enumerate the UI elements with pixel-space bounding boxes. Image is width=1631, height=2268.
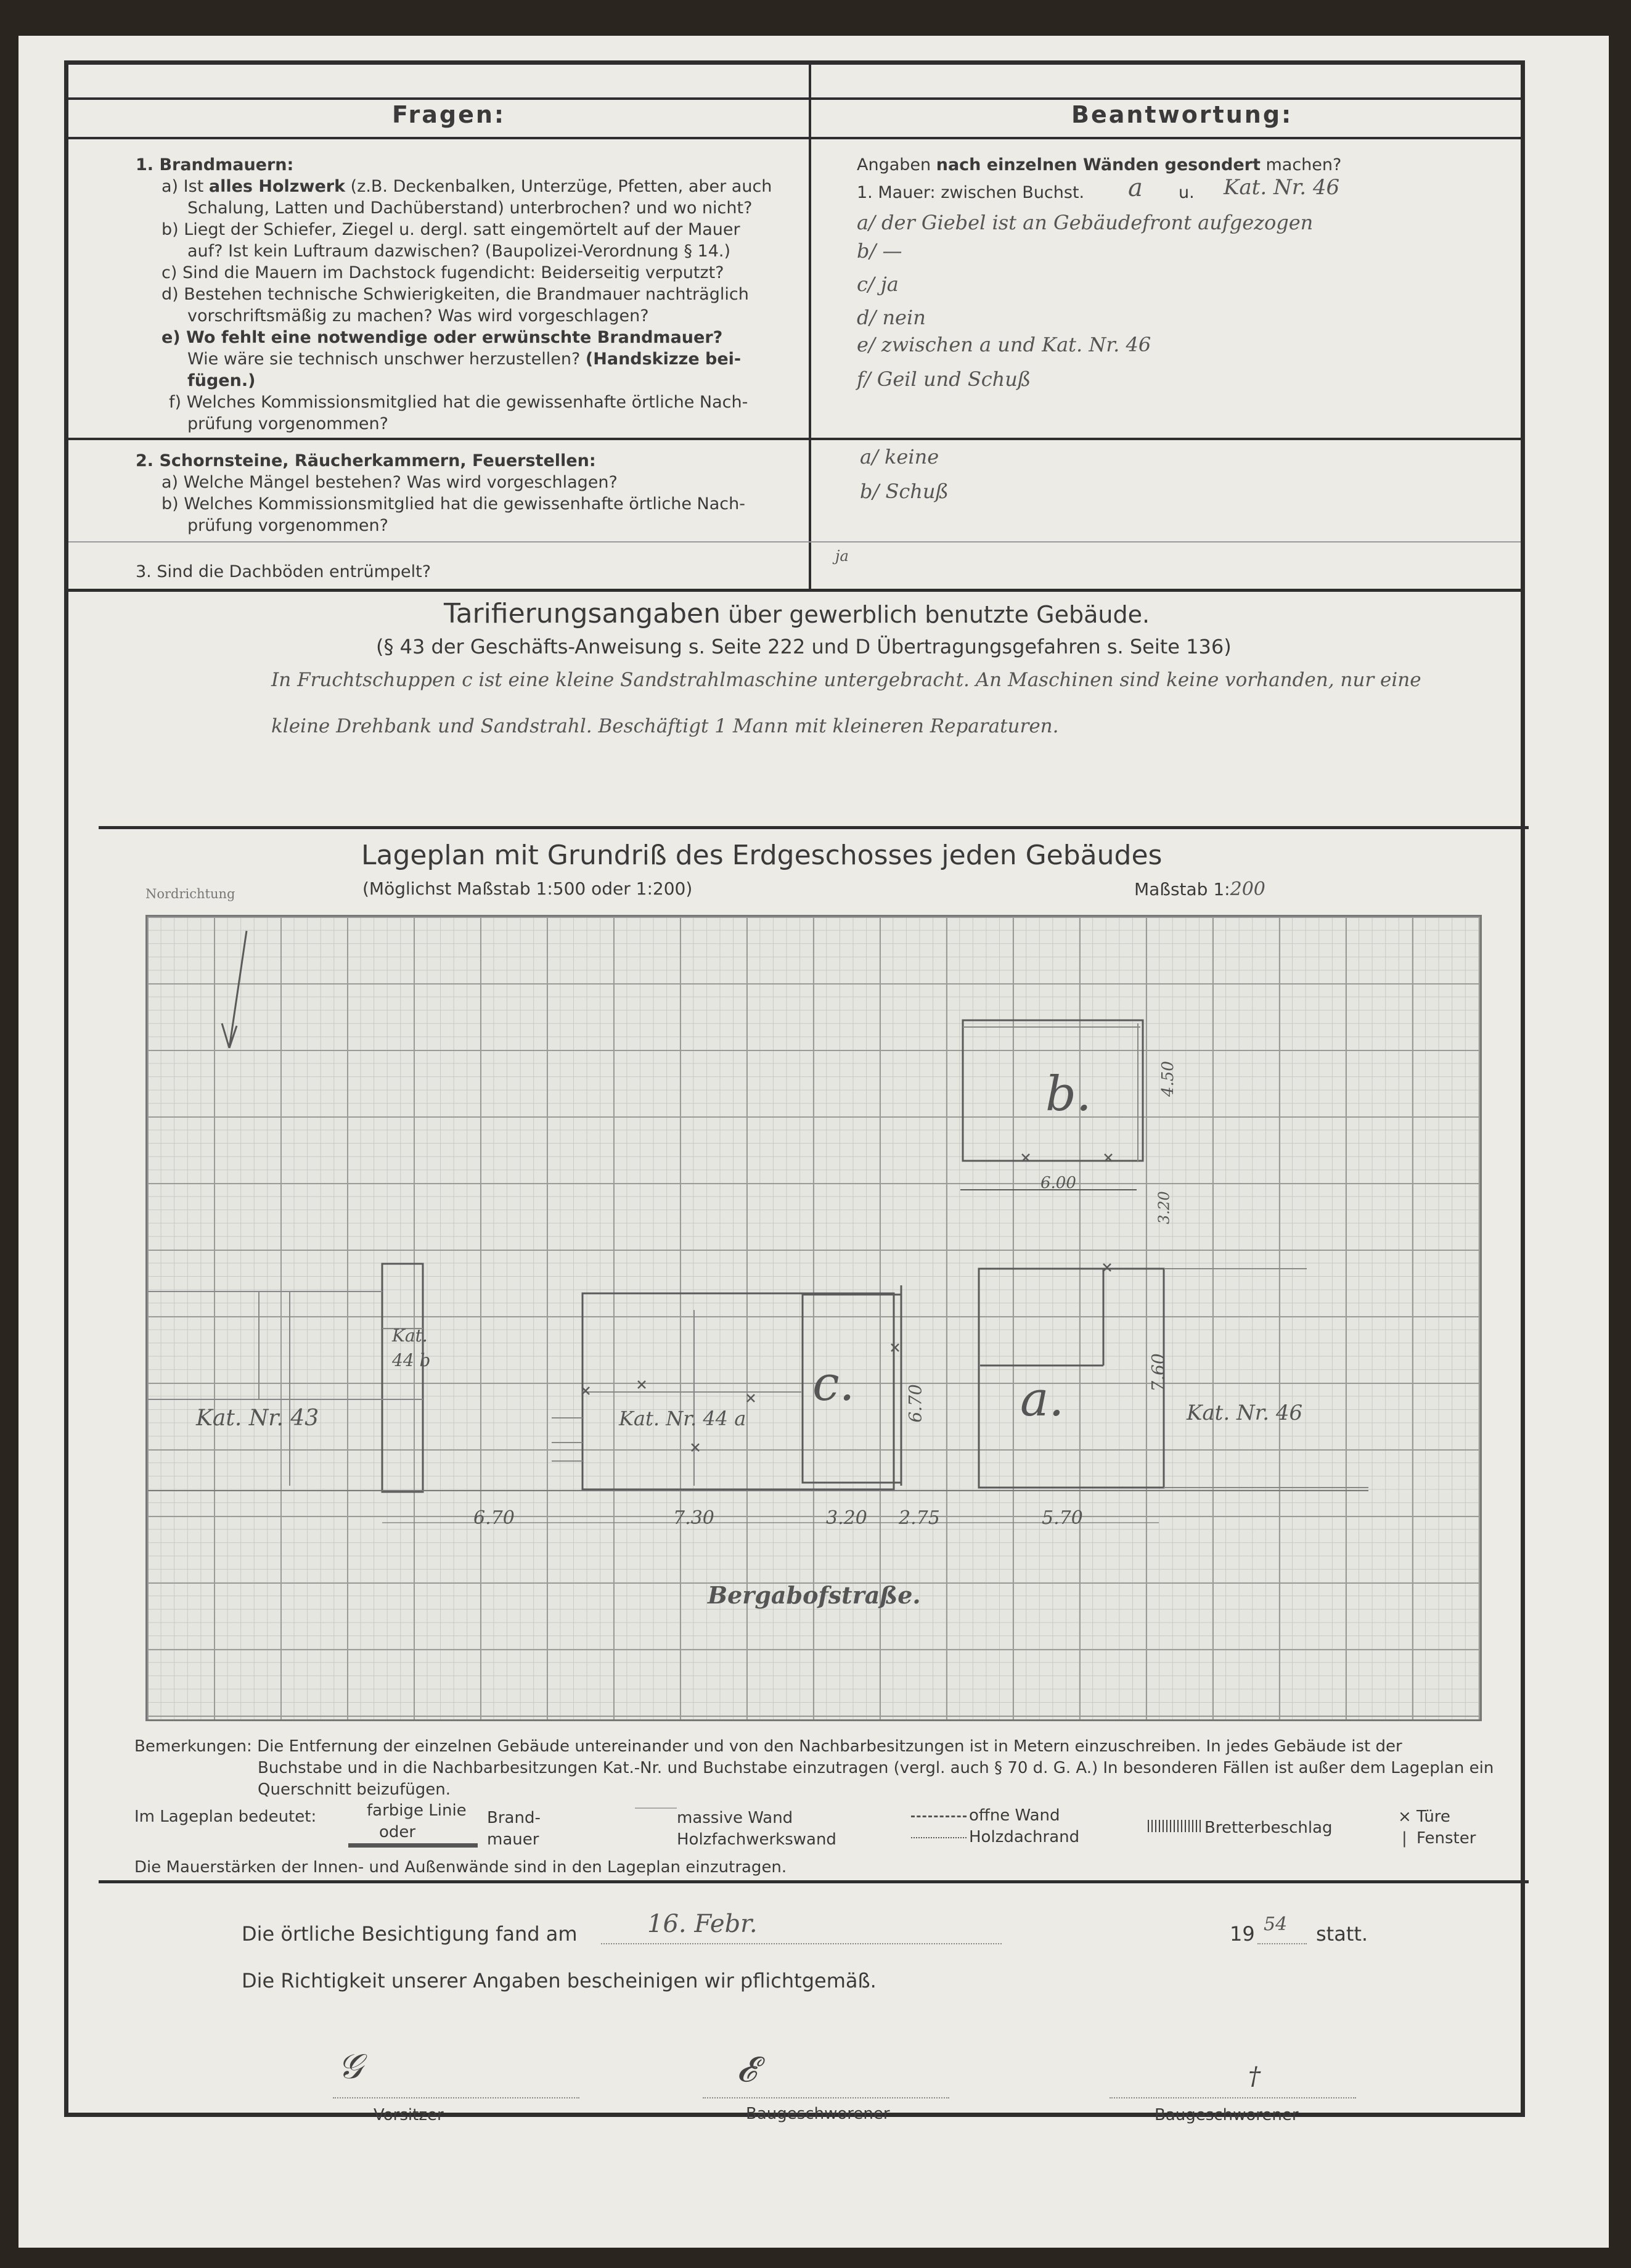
tarif-subtitle: (§ 43 der Geschäfts-Anweisung s. Seite 222 und D Übertragungsgefahren s. Seite 136): [376, 635, 1232, 658]
building-a-outline: [979, 1269, 1164, 1488]
signature-line-3: [1110, 2096, 1356, 2098]
plan-dim-320: 3.20: [826, 1507, 867, 1529]
tarif-title: Tarifierungsangaben über gewerblich benutzte Gebäude.: [444, 598, 1150, 629]
besichtigung-year-line: [1257, 1942, 1307, 1944]
besichtigung-label: Die örtliche Besichtigung fand am: [242, 1922, 578, 1946]
q3-title: 3. Sind die Dachböden entrümpelt?: [136, 562, 431, 581]
plan-label-b: b.: [1045, 1066, 1092, 1122]
a1-answer-a: a/ der Giebel ist an Gebäudefront aufgezogen: [857, 211, 1314, 234]
q1-b-line1: b) Liegt der Schiefer, Ziegel u. dergl. satt eingemörtelt auf der Mauer: [161, 220, 740, 239]
legend-tuere-icon: ×: [1398, 1807, 1412, 1826]
signature-baugeschworener-1: 𝓔: [737, 2050, 757, 2090]
signature-vorsitzer: 𝒢: [338, 2047, 362, 2087]
legend-tuere: Türe: [1416, 1807, 1450, 1826]
legend-mauer: mauer: [487, 1830, 539, 1849]
q1-title: 1. Brandmauern:: [136, 155, 294, 174]
plan-dim-320-vertical: 3.20: [1155, 1191, 1173, 1224]
legend-massive: massive Wand: [677, 1809, 793, 1827]
a1-intro: Angaben nach einzelnen Wänden gesondert machen?: [857, 155, 1342, 174]
q1-b-line2: auf? Ist kein Luftraum dazwischen? (Baupolizei-Verordnung § 14.): [187, 242, 731, 261]
q1-e-line2: Wie wäre sie technisch unschwer herzustellen? (Handskizze bei-: [187, 350, 742, 369]
a1-answer-f: f/ Geil und Schuß: [857, 367, 1031, 391]
legend-holzdach: Holzdachrand: [969, 1828, 1080, 1846]
plan-dim-670: 6.70: [473, 1507, 515, 1529]
a1-mauer-u: u.: [1179, 183, 1195, 202]
legend-bretter-hatch: [1148, 1820, 1202, 1832]
q2-answer-a: a/ keine: [860, 445, 939, 469]
q1-c-line1: c) Sind die Mauern im Dachstock fugendicht: Beiderseitig verputzt?: [161, 263, 724, 282]
legend-bretter: Bretterbeschlag: [1204, 1819, 1333, 1837]
legend-fenster-icon: |: [1402, 1829, 1407, 1848]
legend-oder: oder: [379, 1823, 416, 1841]
q1-f-line2: prüfung vorgenommen?: [187, 414, 388, 433]
legend-intro: Im Lageplan bedeutet:: [134, 1807, 317, 1826]
q1-a-line2: Schalung, Latten und Dachüberstand) unterbrochen? und wo nicht?: [187, 199, 753, 218]
plan-kat-44a: Kat. Nr. 44 a: [619, 1407, 746, 1430]
plan-kat-44b-2: 44 b: [392, 1350, 431, 1370]
legend-massive-line: [635, 1807, 677, 1809]
north-arrow-icon: [222, 931, 247, 1048]
plan-kat-44b-1: Kat.: [392, 1325, 428, 1346]
lageplan-title: Lageplan mit Grundriß des Erdgeschosses jeden Gebäudes: [361, 840, 1163, 871]
legend-holzfach: Holzfachwerkswand: [677, 1830, 836, 1849]
besichtigung-date: 16. Febr.: [647, 1910, 758, 1938]
legend-brand: Brand-: [487, 1809, 541, 1827]
plan-dim-600: 6.00: [1040, 1174, 1076, 1192]
header-fragen: Fragen:: [392, 101, 506, 128]
plan-dim-730: 7.30: [673, 1507, 714, 1529]
a1-answer-e: e/ zwischen a und Kat. Nr. 46: [857, 333, 1151, 356]
bemerkungen-line3: Querschnitt beizufügen.: [258, 1780, 451, 1799]
plan-label-a: a.: [1020, 1372, 1065, 1427]
mauerstaerken-note: Die Mauerstärken der Innen- und Außenwände sind in den Lageplan einzutragen.: [134, 1858, 787, 1877]
a1-mauer-kat: Kat. Nr. 46: [1224, 175, 1340, 200]
nordrichtung-label: Nordrichtung: [145, 886, 235, 901]
lageplan-subtitle: (Möglichst Maßstab 1:500 oder 1:200): [362, 878, 693, 899]
plan-dim-670-vertical: 6.70: [905, 1384, 926, 1423]
q1-d-line1: d) Bestehen technische Schwierigkeiten, die Brandmauer nachträglich: [161, 285, 749, 304]
q1-f-line1: f) Welches Kommissionsmitglied hat die gewissenhafte örtliche Nach-: [169, 393, 748, 412]
plan-kat-46: Kat. Nr. 46: [1187, 1401, 1303, 1425]
baugeschworener-label-1: Baugeschworener: [746, 2105, 890, 2123]
plan-label-c: c.: [812, 1356, 855, 1412]
legend-holzdach-line: [911, 1837, 967, 1838]
besichtigung-year: 54: [1264, 1914, 1288, 1935]
bemerkungen-line1: Bemerkungen: Die Entfernung der einzelnen Gebäude untereinander und von den Nachbarbesitzungen ist in Metern einzuschreiben. In jedes Gebäude ist der: [134, 1737, 1402, 1756]
legend-bottom-line: [99, 1880, 1529, 1883]
a1-answer-c: c/ ja: [857, 272, 899, 296]
signature-line-2: [703, 2096, 949, 2098]
vorsitzer-label: Vorsitzer: [374, 2106, 444, 2124]
q1-a-line1: a) Ist alles Holzwerk (z.B. Deckenbalken, Unterzüge, Pfetten, aber auch: [161, 177, 772, 196]
plan-dim-450: 4.50: [1158, 1061, 1177, 1097]
q2-a-line1: a) Welche Mängel bestehen? Was wird vorgeschlagen?: [161, 473, 618, 492]
plan-kat-43: Kat. Nr. 43: [196, 1406, 319, 1431]
massstab-label: Maßstab 1:200: [1134, 878, 1265, 900]
legend-offne: offne Wand: [969, 1806, 1060, 1825]
bemerkungen-line2: Buchstabe und in die Nachbarbesitzungen Kat.-Nr. und Buchstabe einzutragen (vergl. auch § 70 d. G. A.) In besonderen Fällen ist außer dem Lageplan ein: [258, 1759, 1494, 1777]
q2-answer-b: b/ Schuß: [860, 480, 949, 503]
plan-dim-760: 7.60: [1148, 1353, 1169, 1392]
plan-dim-275: 2.75: [899, 1507, 940, 1529]
a1-mauer-label: 1. Mauer: zwischen Buchst.: [857, 183, 1085, 202]
legend-brandmauer-line: [348, 1843, 478, 1848]
q2-b-line2: prüfung vorgenommen?: [187, 516, 388, 535]
tarif-handwritten-line2: kleine Drehbank und Sandstrahl. Beschäftigt 1 Mann mit kleineren Reparaturen.: [271, 715, 1059, 737]
kat-44b-outline: [382, 1264, 423, 1492]
tarif-handwritten-line1: In Fruchtschuppen c ist eine kleine Sandstrahlmaschine untergebracht. An Maschinen sind keine vorhanden, nur eine: [271, 669, 1421, 691]
signature-line-1: [333, 2096, 579, 2098]
baugeschworener-label-2: Baugeschworener: [1155, 2106, 1299, 2124]
plan-dim-570: 5.70: [1042, 1507, 1083, 1529]
legend-offne-line: [911, 1816, 967, 1817]
legend-farbige: farbige Linie: [367, 1801, 467, 1820]
a1-answer-b: b/ —: [857, 239, 902, 263]
a1-answer-d: d/ nein: [857, 306, 926, 329]
header-beantwortung: Beantwortung:: [1071, 101, 1293, 128]
signature-baugeschworener-2: †: [1248, 2062, 1261, 2090]
besichtigung-date-line: [601, 1942, 1002, 1944]
richtigkeit-statement: Die Richtigkeit unserer Angaben bescheinigen wir pflichtgemäß.: [242, 1969, 877, 1992]
legend-fenster: Fenster: [1416, 1829, 1476, 1848]
q3-answer: ja: [835, 547, 849, 565]
q1-d-line2: vorschriftsmäßig zu machen? Was wird vorgeschlagen?: [187, 306, 649, 325]
q1-e-line3: fügen.): [187, 371, 256, 390]
q2-title: 2. Schornsteine, Räucherkammern, Feuerstellen:: [136, 451, 596, 470]
besichtigung-year-prefix: 19: [1230, 1922, 1255, 1946]
a1-mauer-a: a: [1128, 174, 1143, 202]
q1-e-line1: e) Wo fehlt eine notwendige oder erwünschte Brandmauer?: [161, 328, 723, 347]
q2-b-line1: b) Welches Kommissionsmitglied hat die gewissenhafte örtliche Nach-: [161, 494, 746, 514]
plan-street-name: Bergabofstraße.: [708, 1581, 921, 1609]
besichtigung-statt: statt.: [1316, 1922, 1368, 1946]
